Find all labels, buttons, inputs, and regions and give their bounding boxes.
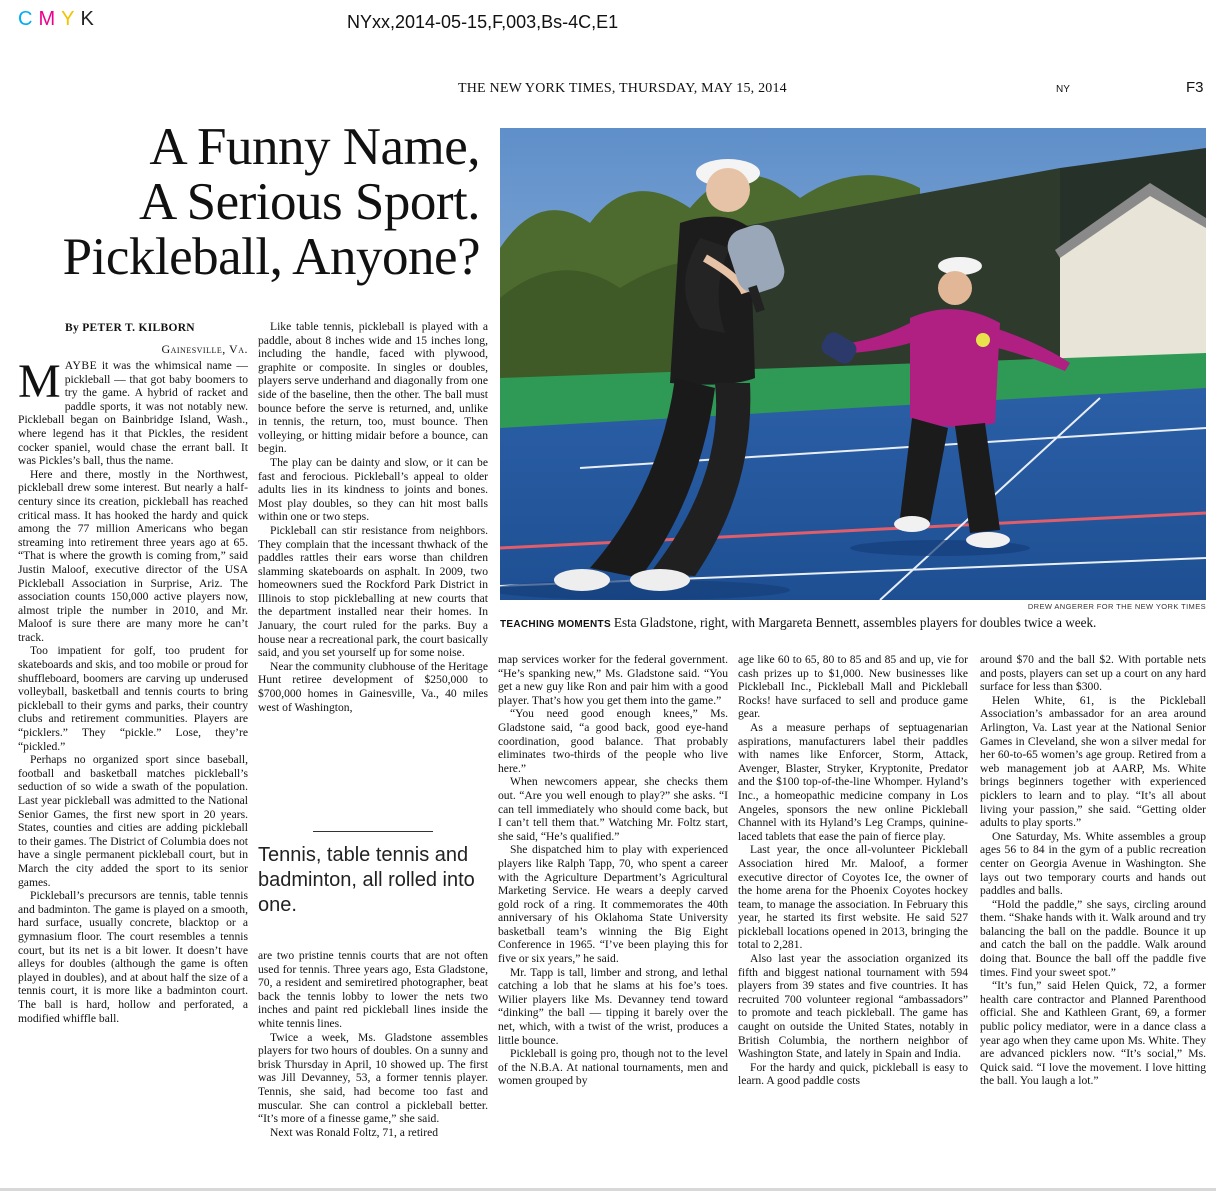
paragraph: When newcomers appear, she checks them out. “Are you well enough to play?” she asks. “I can tell immediately who should come back, but I can’t tell them that.” Watching Mr. Foltz start, she said, “He’s qualified.” [498,775,728,843]
paragraph: around $70 and the ball $2. With portable nets and posts, players can set up a court on any hard surface for less than $300. [980,653,1206,694]
byline-prefix: By [65,322,80,334]
cmyk-registration [18,8,100,31]
paragraph: Like table tennis, pickleball is played with a paddle, about 8 inches wide and 15 inches long, including the handle, faced with plywood, graphite or composite. In singles or doubles, players serve underhand and diagonally from one side of the baseline, then the other. The ball must bounce before the serve is returned, and, unlike in tennis, the return, too, must bounce. Then volleying, or hitting midair before a bounce, can begin. [258,320,488,456]
lead-paragraph [18,355,248,468]
paragraph: Here and there, mostly in the Northwest, pickleball drew some interest. But nearly a half-century since its creation, pickleball has reached critical mass. It has hooked the hardy and quick among the 77 million Americans who began streaming into retirement three years ago at 65. “That is where the growth is coming from,” said Justin Maloof, executive director of the USA Pickleball Association in Surprise, Ariz. The association counts 150,000 active players now, almost triple the number in 2010, and Mr. Maloof is sure there are many more he can’t track. [18,467,248,644]
paragraph: “You need good enough knees,” Ms. Gladstone said, “a good back, good eye-hand coordination, good balance. That probably eliminates two-thirds of the people who live here.” [498,707,728,775]
pullquote-rule [313,831,433,832]
paragraph: The play can be dainty and slow, or it can be fast and ferocious. Pickleball’s appeal to older adults lies in its kindness to joints and bones. Most play doubles, so they can hit most balls within one or two steps. [258,455,488,524]
photo-caption [500,615,1206,631]
article-column-4 [738,653,968,1088]
cmyk-y: Y [61,8,81,30]
paragraph: Mr. Tapp is tall, limber and strong, and lethal catching a lob that he slams at his foe’s toes. Wilier players like Ms. Devanney tend toward “dinking” the ball — tipping it barely over the net, which, with a twist of the wrist, produces a little bounce. [498,965,728,1047]
dateline: Gainesville, Va. [161,342,248,356]
headline-line-1: A Funny Name, [149,118,480,176]
pullquote: Tennis, table tennis and badminton, all rolled into one. [258,844,475,916]
paragraph: Near the community clubhouse of the Heritage Hunt retiree development of $250,000 to $700,000 homes in Gainesville, Va., 40 miles west of Washington, [258,659,488,714]
caption-kicker: TEACHING MOMENTS [500,619,611,630]
byline [65,322,195,334]
paragraph: For the hardy and quick, pickleball is easy to learn. A good paddle costs [738,1060,968,1088]
paragraph: Perhaps no organized sport since baseball, football and basketball matches pickleball’s seduction of so wide a swath of the population. Last year pickleball was admitted to the National Senior Games, the first new sport in 20 years. States, counties and cities are adding pickleball to their games. The District of Columbia does not have a single permanent pickleball court, but in March the city added the sport to its senior games. [18,753,249,889]
article-column-2 [258,320,488,714]
paragraph: Too impatient for golf, too prudent for skateboards and skis, and too mobile or proud for shuffleboard, boomers are carving up underused volleyball, basketball and tennis courts to bring pickleball to their gyms and parks, their country clubs and retirement communities. Players are “picklers.” They “pickle.” Lose, they’re “pickled.” [18,644,248,753]
paragraph: Also last year the association organized its fifth and biggest national tournament with 594 players from 39 states and five countries. It has recruited 700 volunteer regional “ambassadors” to promote and teach pickleball. The game has caught on outside the United States, notably in British Columbia, the northern neighbor of Washington State, and lately in Spain and India. [738,952,968,1061]
article-column-2-continued [258,949,488,1139]
headline-line-3: Pickleball, Anyone? [62,228,480,286]
paragraph: She dispatched him to play with experienced players like Ralph Tapp, 70, who spent a career with the Agriculture Department’s Agricultural Marketing Service. He wears a deeply carved gold rock of a ring. It commemorates the 40th anniversary of his Oklahoma State University basketball team’s winning the Big Eight Conference in 1965. “I’ve been playing this for five or six years,” he said. [498,843,728,966]
lead-text: it was the whimsical name — pickleball — that got baby boomers to try the game. A hybrid of racket and paddle sports, it was not notably new. Pickleball began on Bainbridge Island, Wash., where legend has it that Pickles, the resident cocker spaniel, would chase the errant ball. It was Pickles’s ball, thus the name. [18,359,248,468]
article-column-3 [498,653,728,1088]
pickleball-photo [500,128,1206,600]
article-column-5 [980,653,1206,1088]
paragraph: map services worker for the federal government. “He’s spanking new,” Ms. Gladstone said. “You get a new guy like Ron and pair him with a good player. That’s how you get them into the game.” [498,653,728,707]
paragraph: are two pristine tennis courts that are not often used for tennis. Three years ago, Esta Gladstone, 70, a resident and semiretired photographer, beat back the tennis lobby to lower the nets two inches and paint red pickleball lines inside the white tennis lines. [258,949,488,1030]
paragraph: Pickleball is going pro, though not to the level of the N.B.A. At national tournaments, men and women grouped by [498,1047,728,1088]
headline-line-2: A Serious Sport. [139,173,480,231]
byline-name: PETER T. KILBORN [82,322,195,334]
paragraph: “Hold the paddle,” she says, circling around them. “Shake hands with it. Walk around and try balancing the ball on the paddle. Bounce it up and catch the ball on the paddle. Walk around doing that. Bounce the ball off the paddle five times. Find your sweet spot.” [980,897,1206,979]
paragraph: Helen White, 61, is the Pickleball Association’s ambassador for an area around Arlington, Va. Last year at the National Senior Games in Cleveland, she won a silver medal for her 60-to-65 women’s age group. Retired from a web management job at AARP, Ms. White brings beginners together with experienced picklers to learn and to play. “It’s all about living your passion,” she said. “Getting older adults to play sports.” [980,693,1206,830]
paragraph: age like 60 to 65, 80 to 85 and 85 and up, vie for cash prizes up to $1,000. New businesses like Pickleball Inc., Pickleball Mall and Pickleball Rocks! have surfaced to sell and produce game gear. [738,653,968,721]
paragraph: Pickleball can stir resistance from neighbors. They complain that the incessant thwhack of the paddles rattles their ears worse than children slamming skateboards on asphalt. In 2009, two homeowners sued the Rockford Park District in Illinois to stop pickleballing at new courts that the department installed near their homes. In January, the court ruled for the parks. Buy a house near a recreational park, the court basically said, and you set yourself up for some noise. [258,523,488,660]
paragraph: Next was Ronald Foltz, 71, a retired [270,1125,439,1139]
cmyk-k: K [80,8,100,30]
cmyk-c: C [18,8,39,30]
edition-code: NY [1056,84,1070,95]
paragraph: One Saturday, Ms. White assembles a group ages 56 to 84 in the gym of a public recreation center on Georgia Avenue in Washington. She lays out two temporary courts and hands out paddles and balls. [980,829,1206,898]
paragraph: Twice a week, Ms. Gladstone assembles players for two hours of doubles. On a sunny and brisk Thursday in April, 10 showed up. The first was Jill Devanney, 53, a former tennis player. Tennis, she said, had become too fast and muscular. She can control a pickleball better. “It’s more of a finesse game,” she said. [258,1030,488,1126]
lead-smallcaps: AYBE [64,359,98,372]
photo-illustration [500,128,1206,600]
article-column-1 [18,355,249,1025]
caption-text: Esta Gladstone, right, with Margareta Bennett, assembles players for doubles twice a week. [613,615,1097,630]
page-number: F3 [1186,79,1204,96]
cmyk-m: M [38,8,62,30]
drop-cap: M [18,355,61,408]
page-bottom-rule [0,1188,1216,1191]
paragraph: Pickleball’s precursors are tennis, table tennis and badminton. The game is played on a smooth, hard surface, usually concrete, blacktop or a gymnasium floor. The court resembles a tennis court, but its net is a bit lower. It doesn’t have alleys for doubles (although the game is often played in doubles), and at about half the size of a tennis court, it is more like a badminton court. The ball is hard, hollow and perforated, a modified whiffle ball. [18,889,248,1025]
paragraph: As a measure perhaps of septuagenarian aspirations, manufacturers label their paddles with names like Enforcer, Storm, Attack, Avenger, Blaster, Stryker, Kryptonite, Predator and the $100 top-of-the-line Whomper. Hyland’s Inc., a homeopathic medicine company in Los Angeles, sponsors the new online Pickleball Channel with its Hyland’s Leg Cramps, quinine-laced tablets that ease the pain of fierce play. [738,720,968,843]
masthead-date: THE NEW YORK TIMES, THURSDAY, MAY 15, 2014 [458,81,787,96]
paragraph: Last year, the once all-volunteer Pickleball Association hired Mr. Maloof, a former executive director of Coyotes Ice, the owner of the home arena for the Phoenix Coyotes hockey team, to manage the association. In February this year, he started its first website. He said 527 pickleball locations opened in 2013, bringing the total to 2,281. [738,843,968,952]
print-slug: NYxx,2014-05-15,F,003,Bs-4C,E1 [347,12,619,32]
photo-credit: DREW ANGERER FOR THE NEW YORK TIMES [1027,602,1206,611]
paragraph: “It’s fun,” said Helen Quick, 72, a former health care contractor and Planned Parenthood official. She and Kathleen Grant, 69, a former public policy mediator, were in a dance class a year ago when they came upon Ms. White. They are advanced picklers now. “It’s social,” Ms. Quick said. “I love the movement. I love hitting the ball. You laugh a lot.” [980,979,1206,1088]
headline [40,120,480,285]
